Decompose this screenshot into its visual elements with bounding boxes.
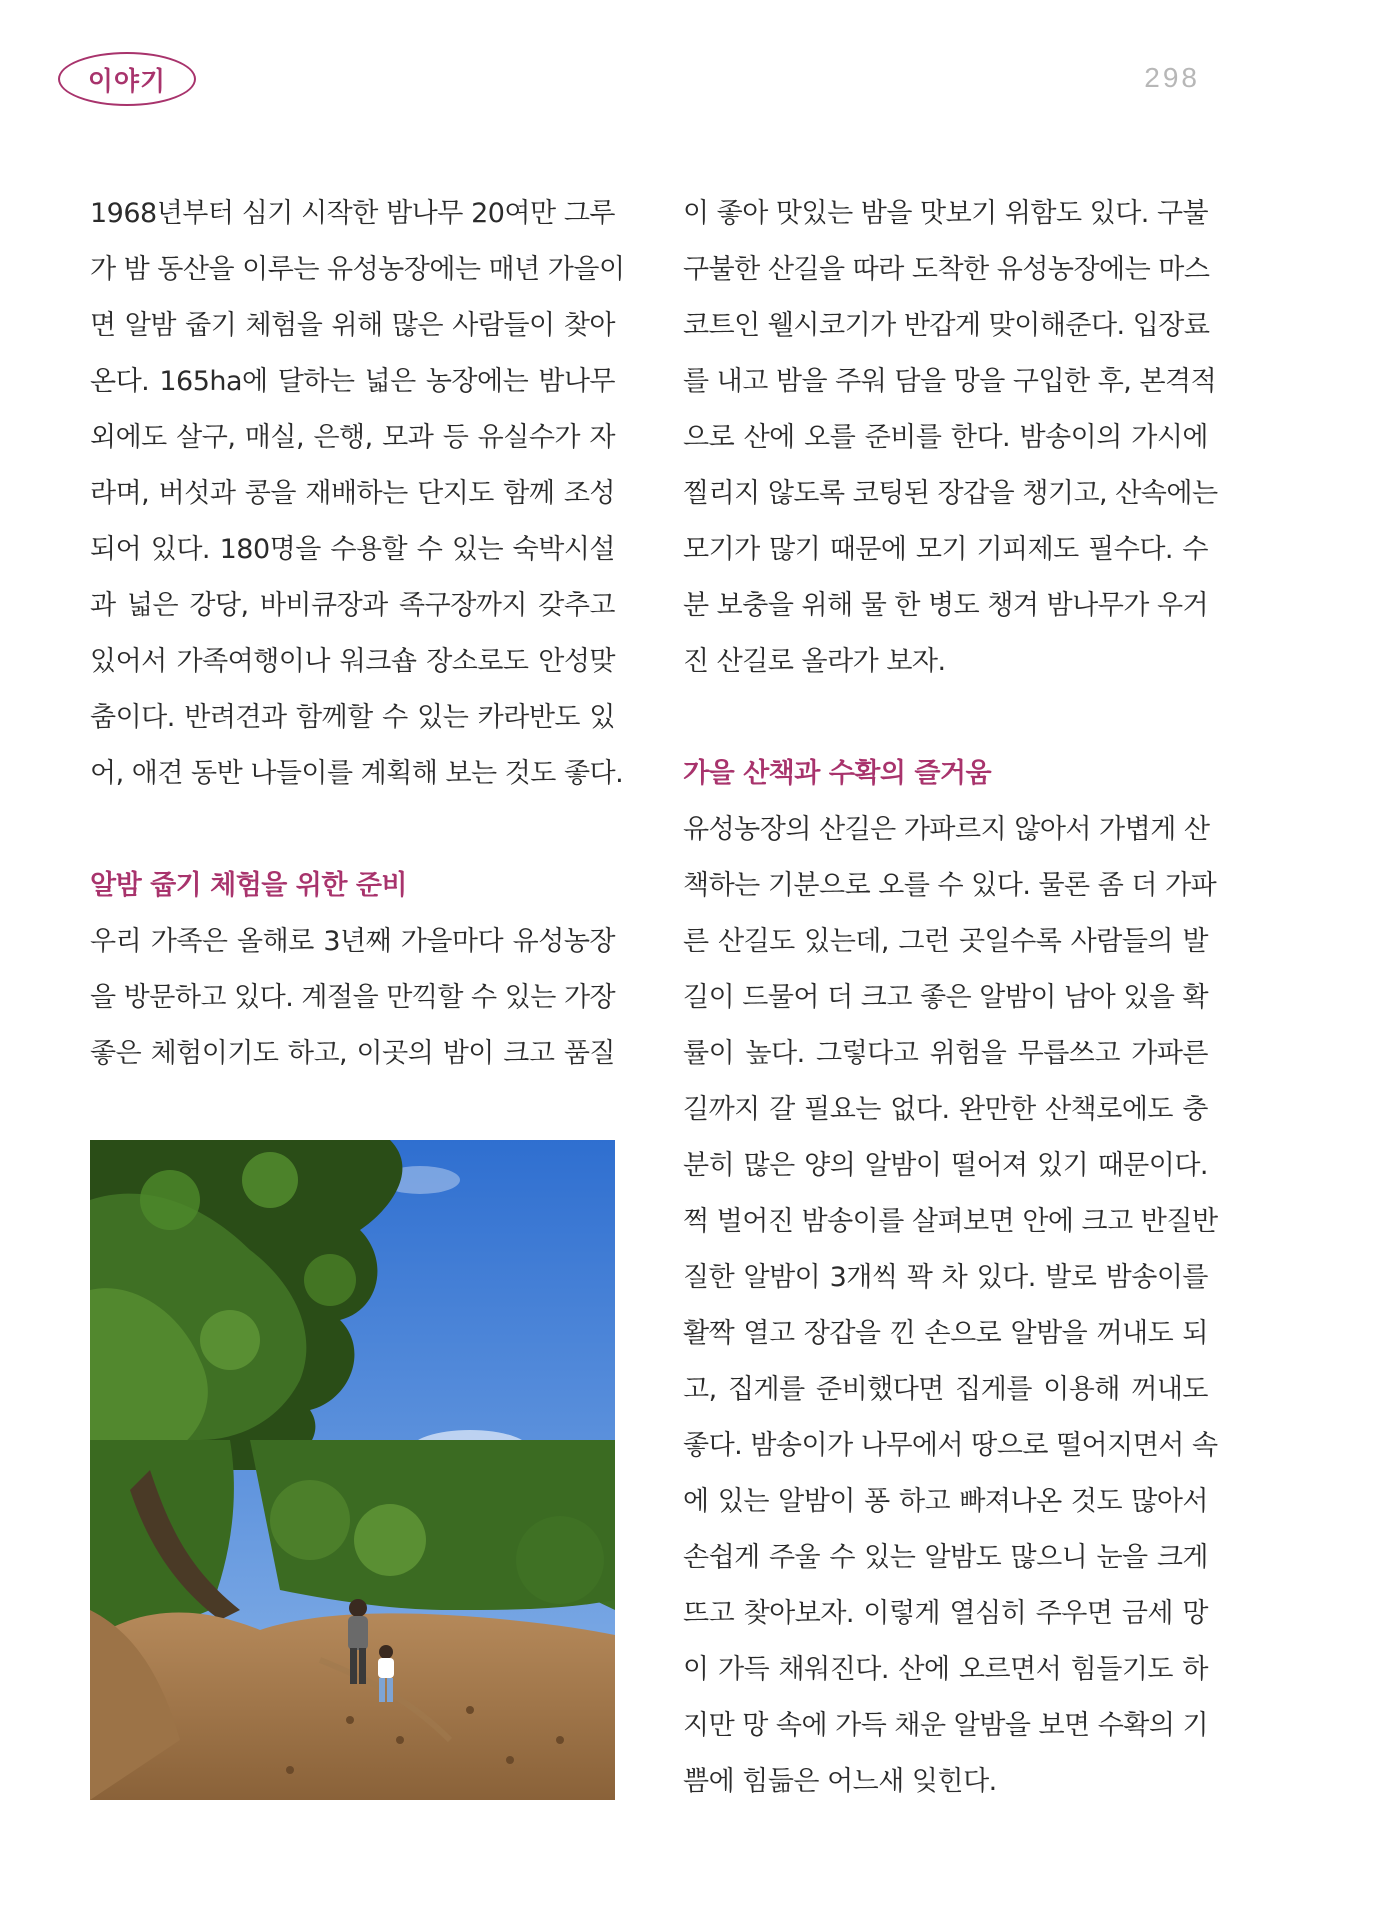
text-line: 른 산길도 있는데, 그런 곳일수록 사람들의 발 <box>683 926 1208 957</box>
left-column <box>90 186 625 1082</box>
text-line: 쩍 벌어진 밤송이를 살펴보면 안에 크고 반질반 <box>683 1206 1218 1237</box>
text-line: 이 좋아 맛있는 밤을 맛보기 위함도 있다. 구불 <box>683 198 1209 229</box>
subheading-preparation: 알밤 줍기 체험을 위한 준비 <box>90 870 408 901</box>
text-line: 구불한 산길을 따라 도착한 유성농장에는 마스 <box>683 254 1210 285</box>
text-line: 길까지 갈 필요는 없다. 완만한 산책로에도 충 <box>683 1094 1208 1125</box>
text-line: 분히 많은 양의 알밤이 떨어져 있기 때문이다. <box>683 1150 1208 1181</box>
text-line: 활짝 열고 장갑을 낀 손으로 알밤을 꺼내도 되 <box>683 1318 1208 1349</box>
text-line: 되어 있다. 180명을 수용할 수 있는 숙박시설 <box>90 534 615 565</box>
text-line: 길이 드물어 더 크고 좋은 알밤이 남아 있을 확 <box>683 982 1209 1013</box>
text-line: 있어서 가족여행이나 워크숍 장소로도 안성맞 <box>90 646 615 677</box>
text-line: 쁨에 힘듦은 어느새 잊힌다. <box>683 1766 997 1797</box>
text-line: 면 알밤 줍기 체험을 위해 많은 사람들이 찾아 <box>90 310 615 341</box>
text-line: 지만 망 속에 가득 채운 알밤을 보면 수확의 기 <box>683 1710 1209 1741</box>
paragraph-preparation-continued <box>683 186 1218 690</box>
text-line: 질한 알밤이 3개씩 꽉 차 있다. 발로 밤송이를 <box>683 1262 1208 1293</box>
text-line: 뜨고 찾아보자. 이렇게 열심히 주우면 금세 망 <box>683 1598 1208 1629</box>
page-number: 298 <box>1144 62 1200 93</box>
chestnut-farm-photo <box>90 1140 615 1800</box>
text-line: 좋은 체험이기도 하고, 이곳의 밤이 크고 품질 <box>90 1038 615 1069</box>
text-line: 률이 높다. 그렇다고 위험을 무릅쓰고 가파른 <box>683 1038 1208 1069</box>
text-line: 찔리지 않도록 코팅된 장갑을 챙기고, 산속에는 <box>683 478 1218 509</box>
text-line: 으로 산에 오를 준비를 한다. 밤송이의 가시에 <box>683 422 1208 453</box>
section-tag: 이야기 <box>58 52 196 106</box>
text-line: 진 산길로 올라가 보자. <box>683 646 946 677</box>
text-line: 분 보충을 위해 물 한 병도 챙겨 밤나무가 우거 <box>683 590 1209 621</box>
text-line: 손쉽게 주울 수 있는 알밤도 많으니 눈을 크게 <box>683 1542 1208 1573</box>
text-line: 모기가 많기 때문에 모기 기피제도 필수다. 수 <box>683 534 1208 565</box>
text-line: 책하는 기분으로 오를 수 있다. 물론 좀 더 가파 <box>683 870 1217 901</box>
right-column <box>683 186 1218 1810</box>
text-line: 고, 집게를 준비했다면 집게를 이용해 꺼내도 <box>683 1374 1208 1405</box>
text-line: 유성농장의 산길은 가파르지 않아서 가볍게 산 <box>683 814 1210 845</box>
paragraph-gap <box>90 802 615 858</box>
text-line: 코트인 웰시코기가 반갑게 맞이해준다. 입장료 <box>683 310 1210 341</box>
text-line: 우리 가족은 올해로 3년째 가을마다 유성농장 <box>90 926 615 957</box>
text-line: 라며, 버섯과 콩을 재배하는 단지도 함께 조성 <box>90 478 615 509</box>
subheading-harvest: 가을 산책과 수확의 즐거움 <box>683 758 992 789</box>
text-line: 온다. 165ha에 달하는 넓은 농장에는 밤나무 <box>90 366 615 397</box>
text-line: 에 있는 알밤이 퐁 하고 빠져나온 것도 많아서 <box>683 1486 1208 1517</box>
paragraph-intro <box>90 186 625 802</box>
text-line: 좋다. 밤송이가 나무에서 땅으로 떨어지면서 속 <box>683 1430 1218 1461</box>
text-line: 가 밤 동산을 이루는 유성농장에는 매년 가을이 <box>90 254 625 285</box>
chestnut-farm-illustration <box>90 1140 615 1800</box>
paragraph-gap <box>683 690 1208 746</box>
text-line: 을 방문하고 있다. 계절을 만끽할 수 있는 가장 <box>90 982 616 1013</box>
text-line: 1968년부터 심기 시작한 밤나무 20여만 그루 <box>90 198 615 229</box>
paragraph-harvest <box>683 802 1218 1810</box>
paragraph-preparation <box>90 914 615 1082</box>
text-line: 춤이다. 반려견과 함께할 수 있는 카라반도 있 <box>90 702 615 733</box>
text-line: 외에도 살구, 매실, 은행, 모과 등 유실수가 자 <box>90 422 615 453</box>
text-line: 어, 애견 동반 나들이를 계획해 보는 것도 좋다. <box>90 758 624 789</box>
text-line: 이 가득 채워진다. 산에 오르면서 힘들기도 하 <box>683 1654 1208 1685</box>
text-line: 를 내고 밤을 주워 담을 망을 구입한 후, 본격적 <box>683 366 1217 397</box>
text-line: 과 넓은 강당, 바비큐장과 족구장까지 갖추고 <box>90 590 615 621</box>
